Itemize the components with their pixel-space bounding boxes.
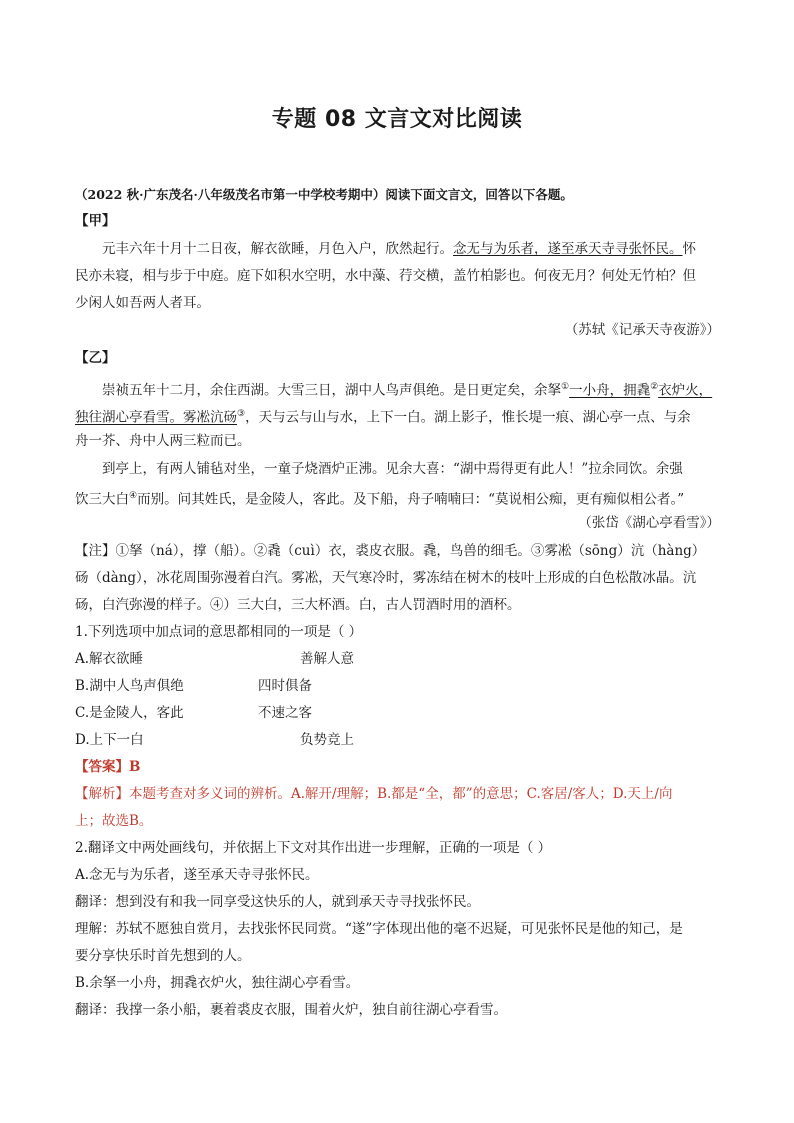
question-1-answer: 【答案】B <box>75 759 141 775</box>
jia-paragraph-line-2: 民亦未寝，相与步于中庭。庭下如积水空明，水中藻、荇交横，盖竹柏影也。何夜无月？何处无竹柏？但 <box>75 268 696 284</box>
question-1-option-b <box>75 677 720 695</box>
option-right: 四时俱备 <box>258 678 312 694</box>
question-1-option-c <box>75 704 720 722</box>
underlined-sentence-b: 衣炉火， <box>658 382 713 399</box>
question-2-stem: 2.翻译文中两处画线句，并依据上下文对其作出进一步理解，正确的一项是（ ） <box>75 840 552 856</box>
yi-paragraph-line-5 <box>75 487 720 509</box>
note-marker: ① <box>561 382 570 392</box>
question-1-analysis-line-2: 上；故选B。 <box>75 813 153 829</box>
underlined-sentence-a: 念无与为乐者，遂至承天寺寻张怀民。 <box>453 241 683 257</box>
option-left: D.上下一白 <box>75 732 144 748</box>
jia-text: 怀 <box>682 241 696 257</box>
yi-paragraph-line-2 <box>75 405 720 427</box>
yi-paragraph-line-1 <box>102 378 720 400</box>
question-2-a-understanding-1: 理解：苏轼不愿独自赏月，去找张怀民同赏。“遂”字体现出他的毫不迟疑，可见张怀民是他的知己，是 <box>75 921 683 937</box>
option-left: C.是金陵人，客此 <box>75 705 184 721</box>
yi-text: ，天与云与山与水，上下一白。湖上影子，惟长堤一痕、湖心亭一点、与余 <box>245 409 691 426</box>
jia-paragraph-line-3: 少闲人如吾两人者耳。 <box>75 295 210 311</box>
intro-line: （2022 秋·广东茂名·八年级茂名市第一中学校考期中）阅读下面文言文，回答以下各题。 <box>75 187 573 202</box>
yi-text: 饮三大白 <box>75 491 129 508</box>
notes-line-1: 【注】①拏（ná），撑（船）。②毳（cuì）衣，裘皮衣服。毳，鸟兽的细毛。③雾凇（sōng）沆（hàng） <box>75 543 706 559</box>
question-1-option-d <box>75 731 720 749</box>
jia-paragraph-line-1 <box>102 240 720 258</box>
yi-text: 崇祯五年十二月，余住西湖。大雪三日，湖中人鸟声俱绝。是日更定矣，余拏 <box>102 382 561 399</box>
yi-text: 独往湖心亭看雪。雾凇沆砀 <box>75 409 237 426</box>
note-marker: ④ <box>129 491 138 501</box>
yi-label: 【乙】 <box>75 350 116 366</box>
question-2-option-a: A.念无与为乐者，遂至承天寺寻张怀民。 <box>75 867 319 883</box>
option-right: 负势竞上 <box>300 732 354 748</box>
notes-line-3: 砀，白汽弥漫的样子。④）三大白，三大杯酒。白，古人罚酒时用的酒杯。 <box>75 597 521 613</box>
yi-source: （张岱《湖心亭看雪》） <box>578 515 720 531</box>
question-1-stem: 1.下列选项中加点词的意思都相同的一项是（ ） <box>75 624 363 640</box>
option-left: B.湖中人鸟声俱绝 <box>75 678 184 694</box>
question-2-b-translation: 翻译：我撑一条小船，裹着裘皮衣服，围着火炉，独自前往湖心亭看雪。 <box>75 1002 507 1018</box>
question-2-a-understanding-2: 要分享快乐时首先想到的人。 <box>75 948 251 964</box>
note-marker: ③ <box>237 409 246 419</box>
jia-text: 元丰六年十月十二日夜，解衣欲睡，月色入户，欣然起行。 <box>102 241 453 257</box>
question-2-a-translation: 翻译：想到没有和我一同享受这快乐的人，就到承天寺寻找张怀民。 <box>75 894 480 910</box>
jia-source: （苏轼《记承天寺夜游》） <box>564 322 720 338</box>
page-title: 专题 08 文言文对比阅读 <box>271 107 523 132</box>
yi-paragraph-line-4: 到亭上，有两人铺毡对坐，一童子烧酒炉正沸。见余大喜：“湖中焉得更有此人！”拉余同饮。余强 <box>102 461 683 477</box>
note-marker: ② <box>650 382 659 392</box>
question-1-analysis-line-1: 【解析】本题考查对多义词的辨析。A.解开/理解；B.都是“全，都”的意思；C.客居/客人；D.天上/向 <box>75 786 673 802</box>
option-left: A.解衣欲睡 <box>75 651 144 667</box>
yi-paragraph-line-3: 舟一芥、舟中人两三粒而已。 <box>75 433 251 449</box>
option-right: 善解人意 <box>300 651 354 667</box>
notes-line-2: 砀（dàng），冰花周围弥漫着白汽。雾凇，天气寒冷时，雾冻结在树木的枝叶上形成的白色松散冰晶。沆 <box>75 570 697 586</box>
option-right: 不速之客 <box>258 705 312 721</box>
underlined-sentence-b: 一小舟，拥毳 <box>569 382 651 399</box>
jia-label: 【甲】 <box>75 213 116 229</box>
question-1-option-a <box>75 650 720 668</box>
yi-text: 而别。问其姓氏，是金陵人，客此。及下船，舟子喃喃曰：“莫说相公痴，更有痴似相公者。” <box>137 491 685 508</box>
question-2-option-b: B.余拏一小舟，拥毳衣炉火，独往湖心亭看雪。 <box>75 975 360 991</box>
